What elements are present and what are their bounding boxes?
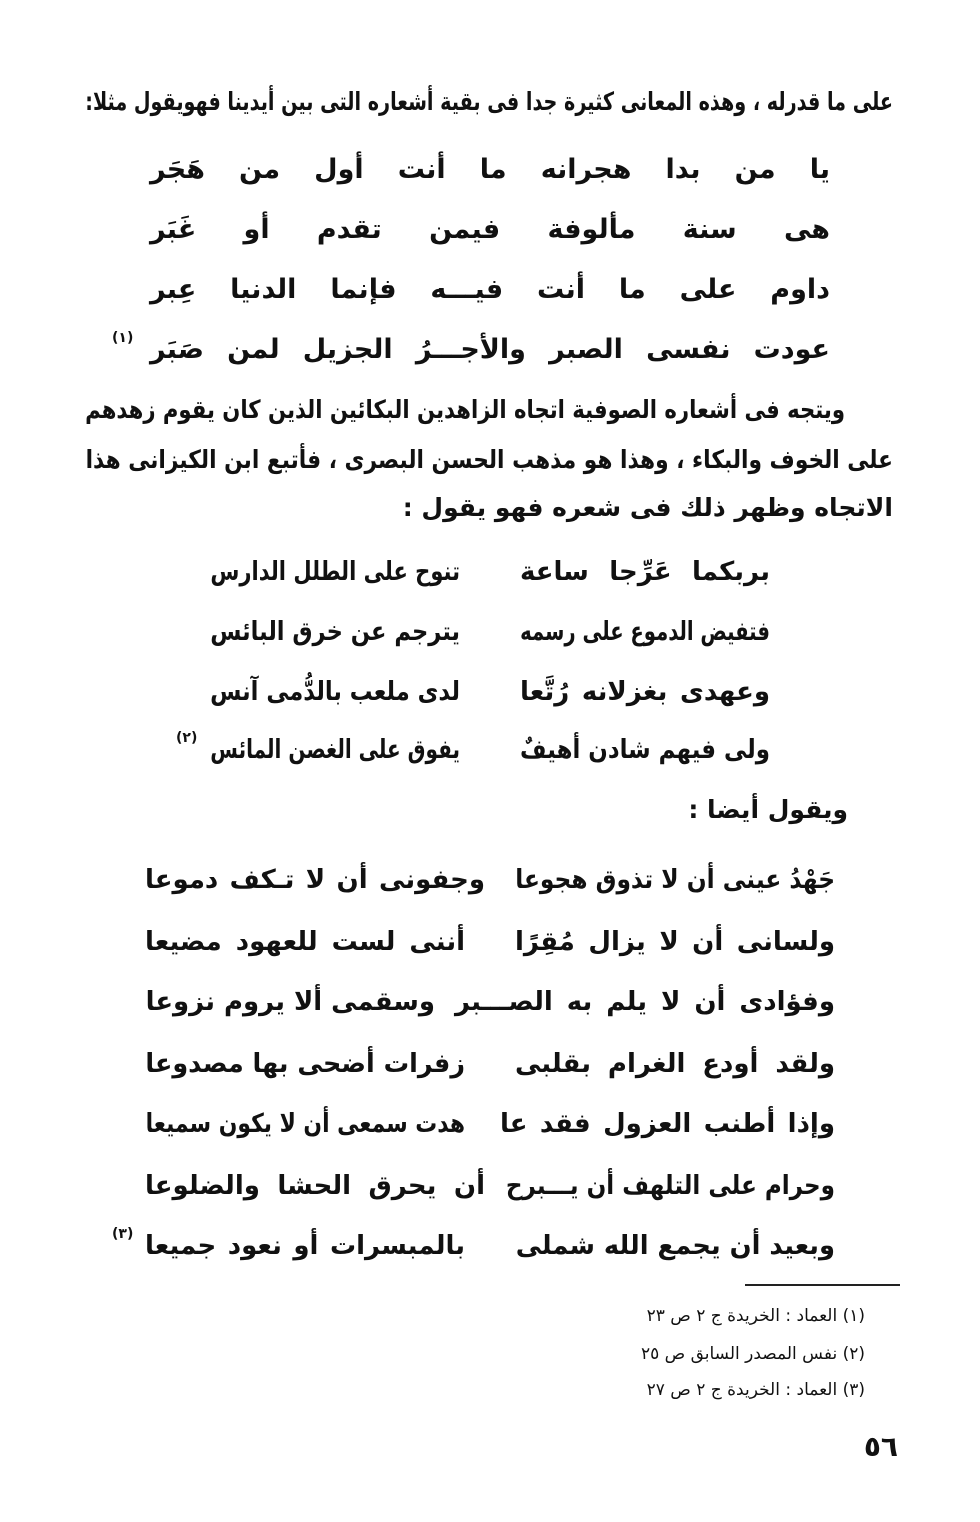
paragraph-line: الاتجاه وظهر ذلك فى شعره فهو يقول : (402, 493, 893, 522)
hemistich-right: ولسانى أن لا يزال مُقِرًا (515, 927, 835, 957)
hemistich-left: وسقمى ألا يروم نزوعا (145, 987, 436, 1017)
hemistich-right: فتفيض الدموع على رسمه (520, 617, 770, 647)
poem-1-line: داوم على ما أنت فيـــه فإنما الدنيا عِبر (150, 274, 830, 305)
footnote-divider (745, 1284, 900, 1286)
footnote-marker: (٢) (176, 730, 198, 746)
hemistich-right: وفؤادى أن لا يلم به الصـــبر (455, 987, 835, 1017)
hemistich-right: بربكما عَرِّجا ساعة (520, 557, 770, 587)
hemistich-right: ولى فيهم شادن أهيفٌ (520, 735, 771, 765)
hemistich-left: أن يحرق الحشا والضلوعا (145, 1171, 485, 1201)
hemistich-right: وبعيد أن يجمع الله شملى (515, 1231, 835, 1261)
poem-1-line: عودت نفسى الصبر والأجـــرُ الجزيل لمن صَبَر (150, 334, 830, 365)
footnote-marker: (٣) (112, 1226, 134, 1242)
footnote: (٣) العماد : الخريدة ج ٢ ص ٢٧ (646, 1380, 865, 1400)
page-number: ٥٦ (863, 1430, 898, 1463)
hemistich-left: بالمبسرات أو نعود جميعا (145, 1231, 465, 1261)
hemistich-right: جَهْدُ عينى أن لا تذوق هجوعا (515, 865, 836, 895)
hemistich-right: وإذا أطنب العزول فقد عا (500, 1109, 835, 1139)
footnote-marker: (١) (112, 330, 134, 346)
poem-1-line: هى سنة مألوفة فيمن تقدم أو غَبَر (150, 214, 830, 245)
paragraph-line: على الخوف والبكاء ، وهذا هو مذهب الحسن البصرى ، فأتبع ابن الكيزانى هذا (85, 445, 894, 474)
hemistich-right: ولقد أودع الغرام بقلبى (515, 1049, 835, 1079)
poem-1-line: يا من بدا هجرانه ما أنت أول من هَجَر (150, 154, 830, 185)
hemistich-right: وحرام على التلهف أن يـــبرح (505, 1171, 836, 1201)
hemistich-left: تنوح على الطلل الدارس (210, 557, 461, 587)
hemistich-left: يفوق على الغصن المائس (210, 735, 460, 765)
footnote: (١) العماد : الخريدة ج ٢ ص ٢٣ (646, 1306, 865, 1326)
hemistich-right: وعهدى بغزلانه رُتَّعا (520, 677, 770, 707)
footnote: (٢) نفس المصدر السابق ص ٢٥ (640, 1344, 865, 1364)
hemistich-left: زفرات أضحى بها مصدوعا (145, 1049, 466, 1079)
intro-line: على ما قدرله ، وهذه المعانى كثيرة جدا فى بقية أشعاره التى بين أيدينا فهويقول مثلا: (85, 87, 893, 116)
also-says-line: ويقول أيضا : (688, 795, 848, 824)
hemistich-left: وجفونى أن لا تـكف دموعا (145, 865, 485, 895)
hemistich-left: هدت سمعى أن لا يكون سميعا (145, 1109, 466, 1139)
hemistich-left: أننى لست للعهود مضيعا (145, 927, 465, 957)
hemistich-left: يترجم عن خرق البائس (210, 617, 461, 647)
paragraph-line: ويتجه فى أشعاره الصوفية اتجاه الزاهدين البكائين الذين كان يقوم زهدهم (85, 395, 846, 424)
hemistich-left: لدى ملعب بالدُّمى آنس (210, 677, 461, 707)
